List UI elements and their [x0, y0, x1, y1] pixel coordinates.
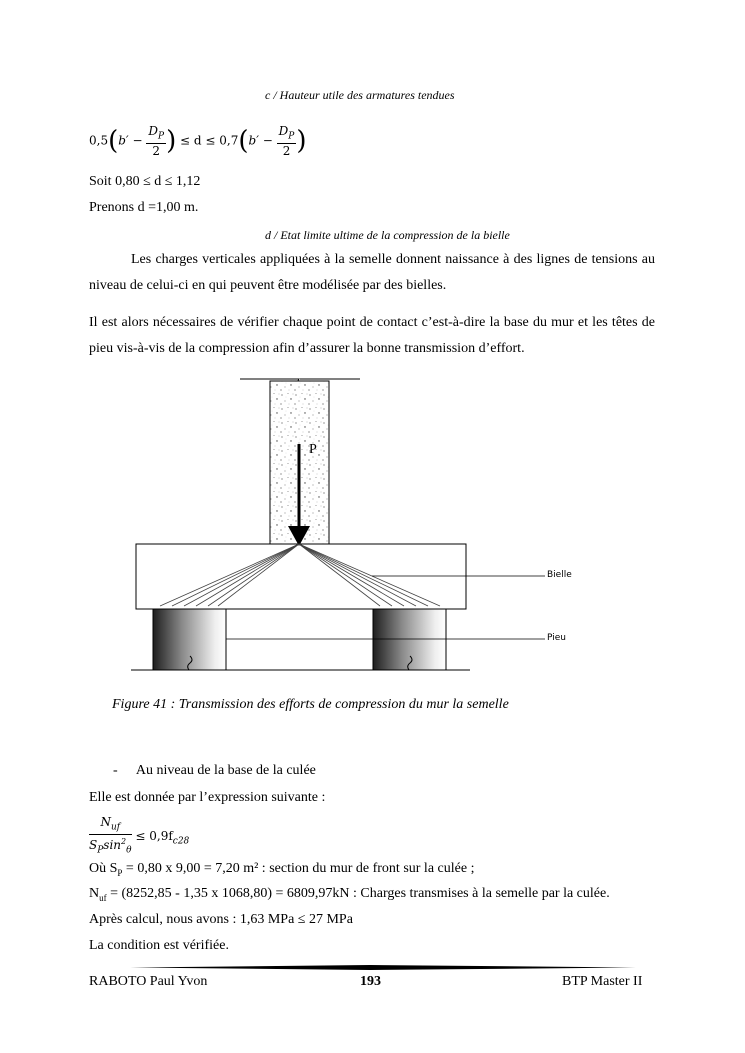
frac-den-2: 2 [282, 144, 291, 159]
nuf-rest: = (8252,85 - 1,35 x 1068,80) = 6809,97kN : Charges transmises à la semelle par la culée. [106, 886, 610, 901]
sp-sub: P [117, 867, 123, 878]
bullet-text: Au niveau de la base de la culée [135, 763, 316, 778]
coef-high: 0,7 [219, 133, 239, 148]
minus-sign: − [132, 133, 143, 148]
condition-line: La condition est vérifiée. [89, 938, 229, 953]
footer-program: BTP Master II [562, 974, 643, 989]
frac-num-sub: P [158, 131, 165, 142]
formula-d-bounds: 0,5(b′ − $\frac{D_P}{2}$ ) ≤ d ≤ 0,7(b′ − $\frac{D_P}{2}$ ) [89, 124, 307, 159]
coef-low: 0,5 [89, 133, 109, 148]
frac-den: 2 [152, 144, 161, 159]
sp-rest: = 0,80 x 9,00 = 7,20 m² : section du mur de front sur la culée ; [122, 861, 475, 876]
f2-den-b-sub: θ [126, 845, 132, 856]
section-d-title: d / Etat limite ultime de la compression de la bielle [265, 228, 510, 242]
f2-num: N [100, 815, 111, 829]
apres-line: Après calcul, nous avons : 1,63 MPa ≤ 27 MPa [89, 912, 353, 927]
f2-den-a-sub: P [97, 845, 104, 856]
paragraph-2-text: Il est alors nécessaires de vérifier chaque point de contact c’est-à-dire la base du mur et les têtes de pieu vis-à-vis de la compression afin d’assurer la bonne transmission d’effort. [89, 315, 655, 356]
soit-line: Soit 0,80 ≤ d ≤ 1,12 [89, 174, 201, 189]
b-prime-2: b′ [248, 133, 259, 148]
b-prime: b′ [118, 133, 129, 148]
bullet-dash: - [113, 763, 118, 778]
f2-den-b-sup: 2 [121, 837, 127, 847]
f2-den-a: S [89, 838, 98, 853]
minus-sign-2: − [262, 133, 273, 148]
f2-rhs: ≤ 0,9f [135, 828, 173, 843]
footer-author: RABOTO Paul Yvon [89, 974, 208, 989]
frac-num-2: D [278, 124, 289, 138]
nuf-sub: uf [99, 892, 107, 903]
f2-num-sub: uf [110, 822, 121, 833]
load-label-p: P [309, 442, 317, 457]
frac-num: D [148, 124, 158, 138]
expression-intro: Elle est donnée par l’expression suivante : [89, 790, 326, 805]
label-bielle: Bielle [547, 570, 572, 580]
sp-prefix: Où S [89, 861, 118, 876]
nuf-prefix: N [89, 886, 100, 901]
paragraph-1-text: Les charges verticales appliquées à la semelle donnent naissance à des lignes de tensions au niveau de celui-ci en qui peuvent être modélisée par des bielles. [89, 252, 655, 293]
f2-rhs-sub: c28 [172, 836, 190, 847]
formula-middle: ≤ d ≤ [180, 133, 216, 148]
footer-page-number: 193 [360, 974, 381, 989]
label-pieu: Pieu [547, 633, 566, 643]
f2-den-b: sin [103, 838, 122, 853]
prenons-line: Prenons d =1,00 m. [89, 200, 199, 215]
figure-caption: Figure 41 : Transmission des efforts de compression du mur la semelle [112, 697, 509, 712]
frac-num-sub-2: P [288, 131, 295, 142]
section-c-title: c / Hauteur utile des armatures tendues [265, 88, 455, 102]
